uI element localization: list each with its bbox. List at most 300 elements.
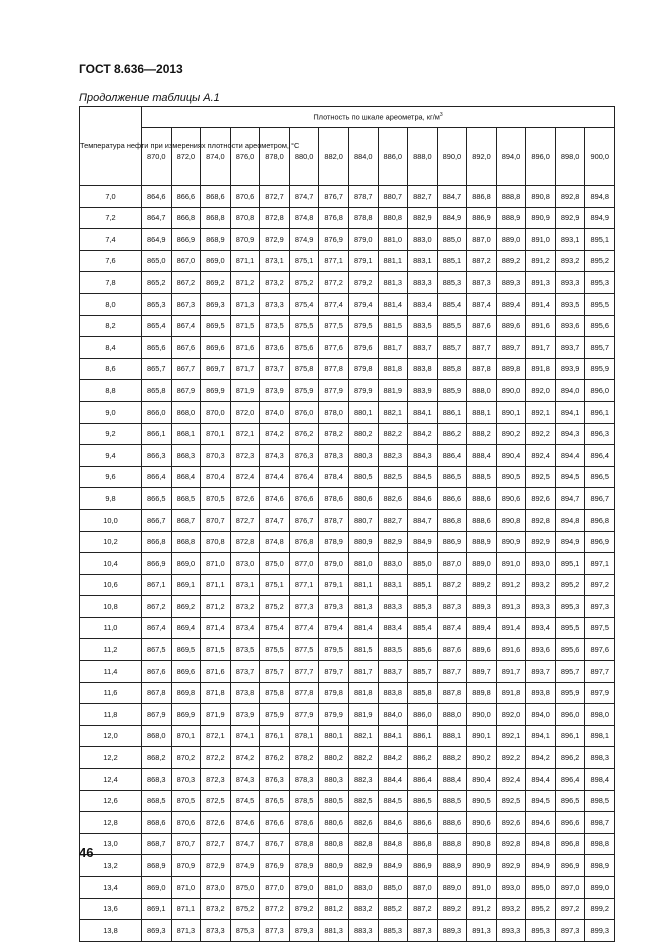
density-cell: 888,9: [437, 855, 467, 877]
density-cell: 865,7: [142, 358, 172, 380]
density-column-value: 884,0: [348, 128, 378, 186]
density-cell: 896,4: [585, 445, 615, 467]
density-cell: 880,2: [319, 747, 349, 769]
table-row: [80, 358, 615, 380]
temperature-cell: 13,4: [80, 877, 142, 899]
density-cell: 874,7: [230, 833, 260, 855]
density-cell: 895,7: [585, 337, 615, 359]
table-row: [80, 877, 615, 899]
temperature-cell: 13,2: [80, 855, 142, 877]
density-cell: 886,2: [437, 423, 467, 445]
density-cell: 894,5: [555, 466, 585, 488]
density-cell: 889,0: [467, 553, 497, 575]
temperature-cell: 9,8: [80, 488, 142, 510]
density-cell: 889,4: [496, 293, 526, 315]
density-cell: 868,2: [142, 747, 172, 769]
density-cell: 884,0: [378, 704, 408, 726]
density-cell: 873,5: [230, 639, 260, 661]
density-cell: 876,0: [289, 401, 319, 423]
density-cell: 879,1: [348, 250, 378, 272]
density-cell: 886,5: [408, 790, 438, 812]
density-cell: 895,6: [555, 639, 585, 661]
density-cell: 896,0: [555, 704, 585, 726]
table-row: [80, 574, 615, 596]
density-cell: 893,7: [555, 337, 585, 359]
density-cell: 877,1: [319, 250, 349, 272]
temperature-cell: 8,2: [80, 315, 142, 337]
density-cell: 883,7: [408, 337, 438, 359]
density-cell: 865,6: [142, 337, 172, 359]
density-cell: 878,7: [319, 509, 349, 531]
density-cell: 896,9: [555, 855, 585, 877]
density-cell: 868,7: [142, 833, 172, 855]
density-cell: 896,7: [585, 488, 615, 510]
table-row: [80, 337, 615, 359]
density-cell: 892,1: [496, 725, 526, 747]
density-cell: 877,9: [319, 380, 349, 402]
density-cell: 888,1: [437, 725, 467, 747]
density-cell: 898,1: [585, 725, 615, 747]
density-cell: 884,3: [408, 445, 438, 467]
density-cell: 870,7: [171, 833, 201, 855]
density-cell: 880,7: [378, 186, 408, 208]
density-cell: 882,2: [348, 747, 378, 769]
density-cell: 876,9: [319, 229, 349, 251]
density-cell: 869,0: [201, 250, 231, 272]
density-cell: 886,8: [408, 833, 438, 855]
table-row: [80, 445, 615, 467]
density-cell: 865,8: [142, 380, 172, 402]
density-cell: 878,9: [319, 531, 349, 553]
table-row: [80, 920, 615, 942]
density-cell: 877,2: [260, 898, 290, 920]
density-cell: 886,9: [467, 207, 497, 229]
density-cell: 875,9: [260, 704, 290, 726]
density-cell: 875,9: [289, 380, 319, 402]
density-cell: 887,6: [467, 315, 497, 337]
density-cell: 869,0: [171, 553, 201, 575]
density-cell: 878,5: [289, 790, 319, 812]
density-cell: 891,6: [496, 639, 526, 661]
density-cell: 894,9: [526, 855, 556, 877]
temperature-cell: 7,6: [80, 250, 142, 272]
density-cell: 890,9: [467, 855, 497, 877]
temperature-cell: 7,8: [80, 272, 142, 294]
density-cell: 878,6: [289, 812, 319, 834]
density-cell: 892,8: [496, 833, 526, 855]
density-cell: 893,2: [496, 898, 526, 920]
density-cell: 876,6: [289, 488, 319, 510]
density-cell: 872,5: [201, 790, 231, 812]
density-cell: 895,1: [555, 553, 585, 575]
table-row: [80, 207, 615, 229]
density-column-value: 870,0: [142, 128, 172, 186]
temperature-cell: 11,2: [80, 639, 142, 661]
density-cell: 893,6: [555, 315, 585, 337]
density-cell: 895,3: [526, 920, 556, 942]
density-cell: 887,7: [467, 337, 497, 359]
density-cell: 873,2: [260, 272, 290, 294]
density-cell: 870,7: [201, 509, 231, 531]
density-cell: 885,0: [378, 877, 408, 899]
density-cell: 878,4: [319, 466, 349, 488]
density-cell: 874,6: [260, 488, 290, 510]
density-cell: 877,0: [289, 553, 319, 575]
density-cell: 866,5: [142, 488, 172, 510]
density-cell: 866,8: [142, 531, 172, 553]
density-cell: 872,6: [230, 488, 260, 510]
density-cell: 897,2: [555, 898, 585, 920]
density-cell: 891,0: [496, 553, 526, 575]
table-row: [80, 423, 615, 445]
density-cell: 885,4: [408, 617, 438, 639]
density-cell: 885,2: [378, 898, 408, 920]
density-cell: 876,5: [260, 790, 290, 812]
density-cell: 888,9: [467, 531, 497, 553]
temperature-cell: 12,6: [80, 790, 142, 812]
density-cell: 879,5: [348, 315, 378, 337]
density-cell: 883,8: [378, 682, 408, 704]
temperature-cell: 8,4: [80, 337, 142, 359]
density-cell: 897,5: [585, 617, 615, 639]
density-cell: 875,8: [260, 682, 290, 704]
density-cell: 883,3: [378, 596, 408, 618]
density-cell: 885,4: [437, 293, 467, 315]
density-cell: 895,1: [585, 229, 615, 251]
temperature-cell: 10,6: [80, 574, 142, 596]
density-cell: 872,0: [230, 401, 260, 423]
density-cell: 882,1: [378, 401, 408, 423]
density-cell: 887,3: [437, 596, 467, 618]
density-cell: 883,1: [408, 250, 438, 272]
density-cell: 865,0: [142, 250, 172, 272]
density-cell: 872,8: [260, 207, 290, 229]
density-cell: 886,2: [408, 747, 438, 769]
density-cell: 867,9: [142, 704, 172, 726]
density-cell: 869,5: [171, 639, 201, 661]
density-cell: 876,1: [260, 725, 290, 747]
density-cell: 867,1: [142, 574, 172, 596]
density-cell: 871,3: [230, 293, 260, 315]
density-cell: 884,9: [408, 531, 438, 553]
density-cell: 880,5: [319, 790, 349, 812]
density-cell: 872,1: [201, 725, 231, 747]
table-row: [80, 790, 615, 812]
density-cell: 875,2: [260, 596, 290, 618]
density-cell: 867,2: [171, 272, 201, 294]
density-cell: 888,1: [467, 401, 497, 423]
density-cell: 876,8: [289, 531, 319, 553]
density-cell: 870,2: [171, 747, 201, 769]
density-cell: 874,4: [260, 466, 290, 488]
density-cell: 896,3: [585, 423, 615, 445]
density-cell: 874,3: [230, 769, 260, 791]
density-cell: 895,9: [585, 358, 615, 380]
density-cell: 870,8: [201, 531, 231, 553]
density-cell: 886,8: [437, 509, 467, 531]
density-cell: 887,4: [467, 293, 497, 315]
density-cell: 882,9: [408, 207, 438, 229]
density-cell: 880,1: [348, 401, 378, 423]
density-cell: 868,5: [142, 790, 172, 812]
table-row: [80, 401, 615, 423]
density-cell: 881,0: [319, 877, 349, 899]
density-cell: 884,6: [378, 812, 408, 834]
density-cell: 878,2: [319, 423, 349, 445]
density-cell: 891,2: [496, 574, 526, 596]
density-cell: 872,3: [201, 769, 231, 791]
density-cell: 871,0: [171, 877, 201, 899]
table-row: [80, 812, 615, 834]
density-cell: 887,4: [437, 617, 467, 639]
density-cell: 881,4: [348, 617, 378, 639]
density-cell: 893,5: [555, 293, 585, 315]
density-cell: 868,5: [171, 488, 201, 510]
density-cell: 888,6: [437, 812, 467, 834]
temperature-cell: 8,6: [80, 358, 142, 380]
density-cell: 894,1: [526, 725, 556, 747]
density-cell: 885,3: [437, 272, 467, 294]
density-cell: 889,4: [467, 617, 497, 639]
density-cell: 883,4: [378, 617, 408, 639]
temperature-cell: 10,4: [80, 553, 142, 575]
density-cell: 877,7: [289, 661, 319, 683]
density-cell: 877,5: [319, 315, 349, 337]
density-cell: 879,8: [348, 358, 378, 380]
density-cell: 871,0: [201, 553, 231, 575]
density-cell: 872,9: [260, 229, 290, 251]
density-cell: 882,2: [378, 423, 408, 445]
density-cell: 869,2: [171, 596, 201, 618]
density-cell: 890,0: [496, 380, 526, 402]
density-cell: 868,9: [142, 855, 172, 877]
temperature-cell: 10,0: [80, 509, 142, 531]
density-cell: 883,3: [348, 920, 378, 942]
density-cell: 893,3: [496, 920, 526, 942]
density-cell: 885,0: [408, 553, 438, 575]
density-cell: 867,4: [142, 617, 172, 639]
density-cell: 880,6: [319, 812, 349, 834]
density-cell: 894,0: [555, 380, 585, 402]
density-cell: 878,3: [319, 445, 349, 467]
table-row: [80, 725, 615, 747]
density-cell: 873,7: [260, 358, 290, 380]
table-row: [80, 747, 615, 769]
density-cell: 881,8: [378, 358, 408, 380]
density-cell: 870,9: [171, 855, 201, 877]
density-cell: 883,0: [408, 229, 438, 251]
density-cell: 897,9: [585, 682, 615, 704]
density-cell: 892,0: [526, 380, 556, 402]
density-cell: 889,0: [437, 877, 467, 899]
density-cell: 864,9: [142, 229, 172, 251]
density-cell: 886,6: [408, 812, 438, 834]
density-cell: 892,9: [555, 207, 585, 229]
density-cell: 892,0: [496, 704, 526, 726]
density-cell: 869,7: [201, 358, 231, 380]
density-cell: 883,0: [348, 877, 378, 899]
density-cell: 874,9: [289, 229, 319, 251]
density-cell: 868,6: [201, 186, 231, 208]
density-cell: 879,8: [319, 682, 349, 704]
density-cell: 887,2: [467, 250, 497, 272]
temperature-cell: 10,8: [80, 596, 142, 618]
density-cell: 886,9: [437, 531, 467, 553]
density-cell: 883,3: [408, 272, 438, 294]
density-cell: 888,8: [496, 186, 526, 208]
density-cell: 886,1: [437, 401, 467, 423]
density-cell: 866,7: [142, 509, 172, 531]
density-cell: 885,8: [437, 358, 467, 380]
density-cell: 873,7: [230, 661, 260, 683]
density-cell: 867,3: [171, 293, 201, 315]
density-cell: 886,4: [408, 769, 438, 791]
density-cell: 894,9: [555, 531, 585, 553]
density-cell: 888,8: [437, 833, 467, 855]
density-cell: 873,3: [260, 293, 290, 315]
density-cell: 867,6: [142, 661, 172, 683]
density-header-text: Плотность по шкале ареометра, кг/м: [313, 112, 440, 122]
density-cell: 889,7: [467, 661, 497, 683]
density-cell: 883,5: [408, 315, 438, 337]
density-cell: 887,0: [408, 877, 438, 899]
density-cell: 892,9: [496, 855, 526, 877]
density-cell: 877,6: [319, 337, 349, 359]
density-cell: 895,3: [555, 596, 585, 618]
density-table: [79, 106, 615, 942]
density-cell: 875,2: [289, 272, 319, 294]
density-cell: 874,6: [230, 812, 260, 834]
density-cell: 874,7: [289, 186, 319, 208]
density-cell: 877,1: [289, 574, 319, 596]
density-cell: 878,7: [348, 186, 378, 208]
density-column-value: 886,0: [378, 128, 408, 186]
density-cell: 871,3: [171, 920, 201, 942]
temperature-cell: 7,4: [80, 229, 142, 251]
density-cell: 865,4: [142, 315, 172, 337]
density-cell: 889,2: [496, 250, 526, 272]
density-cell: 868,7: [171, 509, 201, 531]
density-cell: 896,0: [585, 380, 615, 402]
density-cell: 872,8: [230, 531, 260, 553]
density-cell: 893,1: [555, 229, 585, 251]
density-cell: 866,1: [142, 423, 172, 445]
density-cell: 877,4: [319, 293, 349, 315]
density-cell: 887,7: [437, 661, 467, 683]
density-cell: 884,2: [378, 747, 408, 769]
density-cell: 880,8: [319, 833, 349, 855]
density-cell: 884,6: [408, 488, 438, 510]
density-cell: 889,2: [437, 898, 467, 920]
density-cell: 884,4: [378, 769, 408, 791]
density-cell: 892,2: [496, 747, 526, 769]
density-cell: 886,9: [408, 855, 438, 877]
density-cell: 898,4: [585, 769, 615, 791]
density-cell: 889,7: [496, 337, 526, 359]
density-cell: 888,5: [467, 466, 497, 488]
density-column-value: 896,0: [526, 128, 556, 186]
temperature-cell: 11,8: [80, 704, 142, 726]
density-cell: 885,8: [408, 682, 438, 704]
temperature-cell: 9,0: [80, 401, 142, 423]
density-cell: 869,5: [201, 315, 231, 337]
density-cell: 869,0: [142, 877, 172, 899]
density-cell: 875,1: [289, 250, 319, 272]
density-cell: 890,8: [496, 509, 526, 531]
density-cell: 880,9: [319, 855, 349, 877]
density-cell: 895,3: [585, 272, 615, 294]
density-column-value: 872,0: [171, 128, 201, 186]
density-cell: 875,0: [260, 553, 290, 575]
density-cell: 896,8: [555, 833, 585, 855]
density-column-value: 874,0: [201, 128, 231, 186]
density-cell: 890,2: [467, 747, 497, 769]
density-cell: 893,3: [555, 272, 585, 294]
density-cell: 888,0: [467, 380, 497, 402]
density-cell: 876,2: [260, 747, 290, 769]
table-row: [80, 769, 615, 791]
density-cell: 887,3: [467, 272, 497, 294]
density-cell: 871,9: [230, 380, 260, 402]
density-cell: 873,9: [230, 704, 260, 726]
density-cell: 867,4: [171, 315, 201, 337]
density-cell: 875,0: [230, 877, 260, 899]
table-row: [80, 855, 615, 877]
density-cell: 889,6: [496, 315, 526, 337]
density-cell: 870,5: [201, 488, 231, 510]
density-cell: 889,8: [467, 682, 497, 704]
density-cell: 894,8: [526, 833, 556, 855]
density-cell: 867,8: [142, 682, 172, 704]
density-cell: 873,2: [201, 898, 231, 920]
density-cell: 870,3: [171, 769, 201, 791]
density-cell: 896,9: [585, 531, 615, 553]
density-cell: 891,3: [526, 272, 556, 294]
density-cell: 877,5: [289, 639, 319, 661]
density-cell: 887,6: [437, 639, 467, 661]
density-cell: 892,8: [526, 509, 556, 531]
density-cell: 871,5: [230, 315, 260, 337]
density-cell: 896,5: [555, 790, 585, 812]
density-cell: 872,1: [230, 423, 260, 445]
density-cell: 872,7: [201, 833, 231, 855]
density-cell: 877,2: [319, 272, 349, 294]
temperature-cell: 7,2: [80, 207, 142, 229]
density-cell: 884,7: [437, 186, 467, 208]
density-cell: 872,9: [201, 855, 231, 877]
density-cell: 879,3: [289, 920, 319, 942]
density-cell: 879,7: [319, 661, 349, 683]
density-cell: 874,8: [260, 531, 290, 553]
density-cell: 879,3: [319, 596, 349, 618]
density-cell: 885,5: [437, 315, 467, 337]
density-column-value: 900,0: [585, 128, 615, 186]
density-cell: 875,3: [230, 920, 260, 942]
density-cell: 891,7: [526, 337, 556, 359]
density-cell: 893,0: [496, 877, 526, 899]
density-cell: 892,6: [526, 488, 556, 510]
document-header: ГОСТ 8.636—2013: [79, 62, 183, 76]
density-cell: 894,4: [555, 445, 585, 467]
density-cell: 897,2: [585, 574, 615, 596]
density-cell: 873,3: [201, 920, 231, 942]
density-cell: 868,8: [171, 531, 201, 553]
density-cell: 875,2: [230, 898, 260, 920]
density-cell: 895,5: [585, 293, 615, 315]
density-cell: 896,2: [555, 747, 585, 769]
density-cell: 893,6: [526, 639, 556, 661]
density-cell: 871,2: [230, 272, 260, 294]
